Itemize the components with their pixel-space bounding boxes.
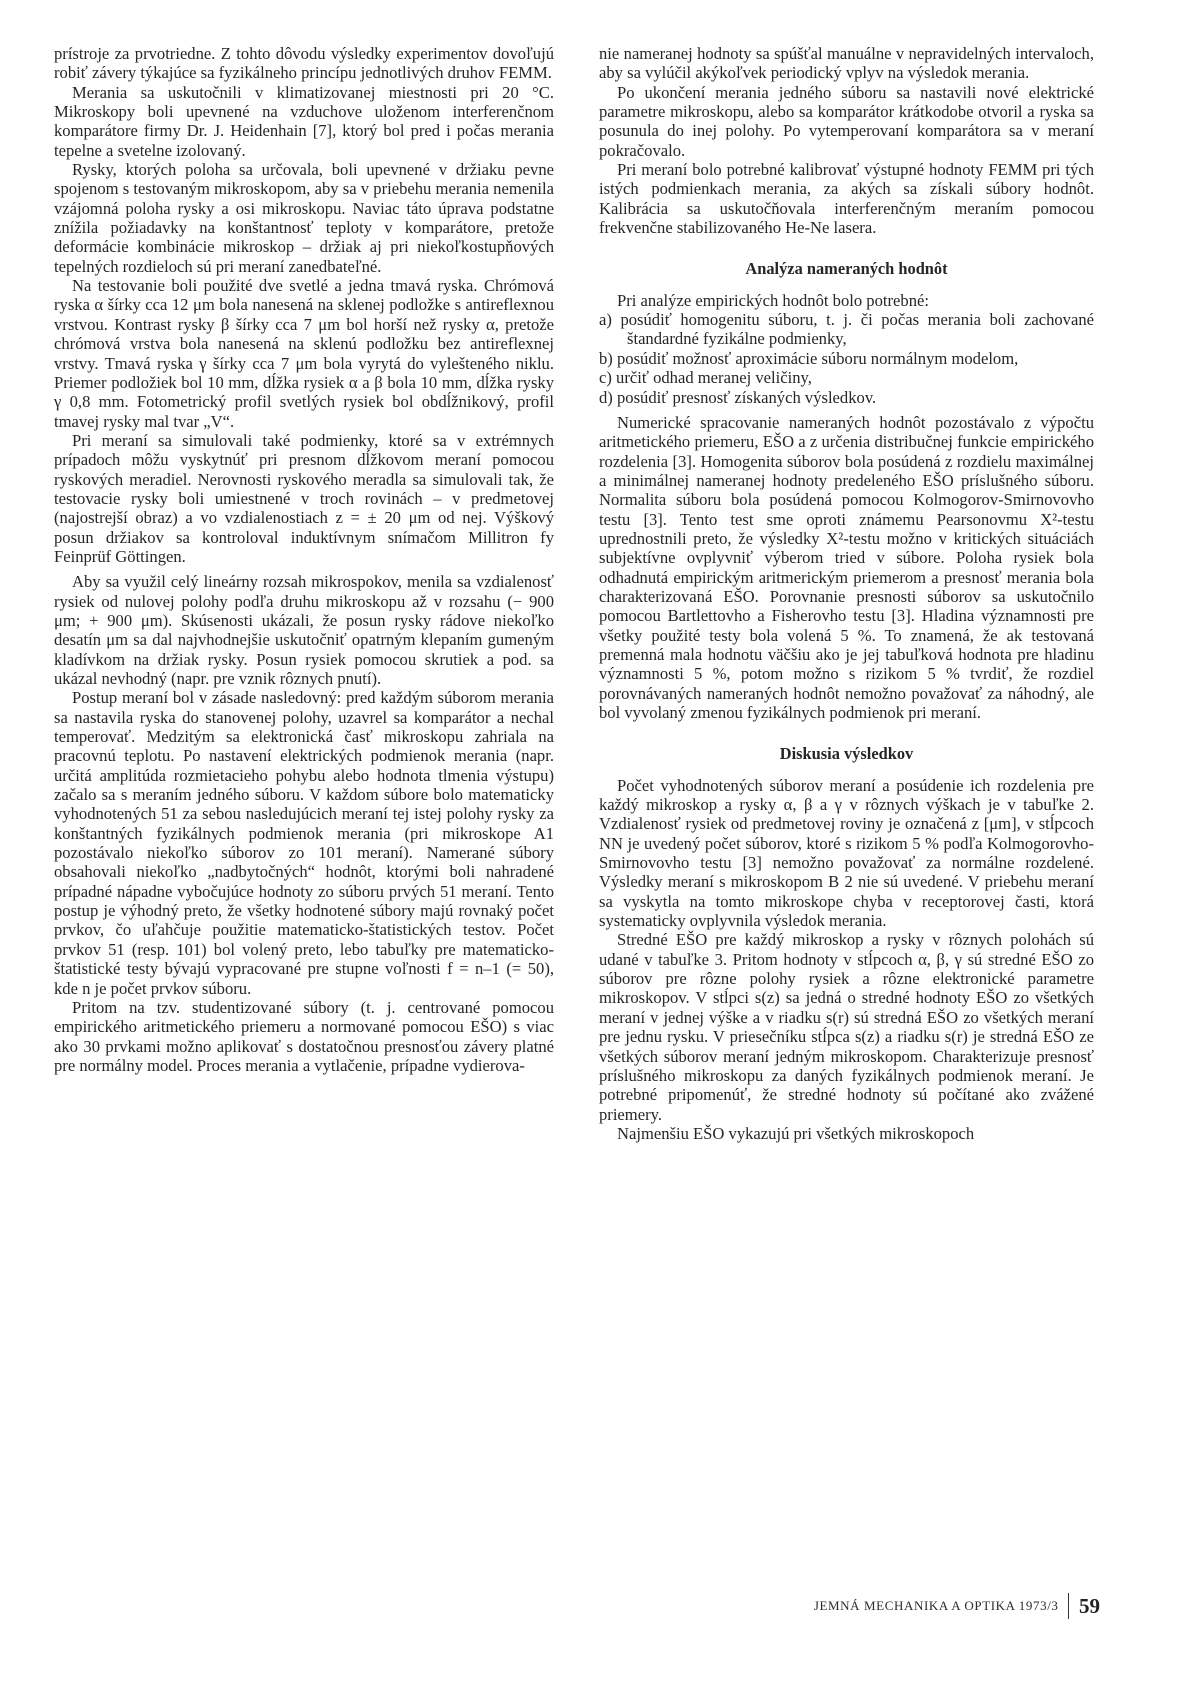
- paragraph: Merania sa uskutočnili v klimatizovanej miestnosti pri 20 °C. Mikroskopy boli upevnené na vzduchove uloženom interferenčnom komparátore firmy Dr. J. Heidenhain [7], ktorý bol pred i počas merania tepelne a svetelne izolovaný.: [54, 82, 554, 160]
- paragraph: Numerické spracovanie nameraných hodnôt pozostávalo z výpočtu aritmetického priemeru, EŠO a z určenia distribučnej funkcie empirického rozdelenia [3]. Homogenita súborov bola posúdená z rozdielu maximálnej a minimálnej nameranej hodnoty predeleného EŠO príslušného súboru. Normalita súboru bola posúdená pomocou Kolmogorov-Smirnovovho testu [3]. Tento test sme oproti známemu Pearsonovmu X²-testu uprednostnili preto, že výsledky X²-testu možno v kritických situáciách subjektívne ovplyvniť výberom tried v súbore. Poloha rysiek bola odhadnutá empirickým aritmerickým priemerom a presnosť merania bola charakterizovaná EŠO. Porovnanie presnosti súborov sa uskutočnilo pomocou Bartlettovho a Fisherovho testu [3]. Hladina významnosti pre všetky použité testy bola volená 5 %. To znamená, že ak testovaná premenná mala hodnotu väčšiu ako je jej tabuľková hodnota pre hladinu významnosti 5 %, potom možno s rizikom 5 % tvrdiť, že rozdiel porovnávaných nameraných hodnôt nemožno považovať za náhodný, ale bol vyvolaný zmenou fyzikálnych podmienok pri meraní.: [599, 412, 1094, 722]
- list-item: d) posúdiť presnosť získaných výsledkov.: [599, 387, 877, 407]
- paragraph: Po ukončení merania jedného súboru sa nastavili nové elektrické parametre mikroskopu, alebo sa komparátor krátkodobe otvoril a ryska sa posunula do inej polohy. Po vytemperovaní komparátora sa v meraní pokračovalo.: [599, 82, 1094, 160]
- paragraph: Stredné EŠO pre každý mikroskop a rysky v rôznych polohách sú udané v tabuľke 3. Pritom hodnoty v stĺpcoch α, β, γ sú stredné EŠO zo súborov pre rôzne polohy rysiek a rôzne elektronické parametre mikroskopov. V stĺpci s(z) sa jedná o stredné hodnoty EŠO zo všetkých meraní v jednej výške a v riadku s(r) sú stredná EŠO zo všetkých meraní pre jednu rysku. V priesečníku stĺpca s(z) a riadku s(r) je stredná EŠO ze všetkých súborov meraní jedným mikroskopom. Charakterizuje presnosť príslušného mikroskopu za daných fyzikálnych podmienok meraní. Je potrebné pripomenúť, že stredné hodnoty sú počítané ako zvážené priemery.: [599, 930, 1094, 1124]
- paragraph: Pri analýze empirických hodnôt bolo potrebné:: [617, 290, 929, 310]
- paragraph: Najmenšiu EŠO vykazujú pri všetkých mikroskopoch: [617, 1123, 975, 1143]
- paragraph: Pri meraní bolo potrebné kalibrovať výstupné hodnoty FEMM pri tých istých podmienkach merania, za akých sa získali súbory hodnôt. Kalibrácia sa uskutočňovala interferenčným meraním pomocou frekvenčne stabilizovaného He-Ne lasera.: [599, 160, 1094, 238]
- paragraph: Pri meraní sa simulovali také podmienky, ktoré sa v extrémnych prípadoch môžu vyskytnúť pri presnom dĺžkovom meraní pomocou ryskových meradiel. Nerovnosti ryskového meradla sa simulovali tak, že testovacie rysky boli umiestnené v troch rovinách – v predmetovej (najostrejší obraz) a vo vzdialenostiach z = ± 20 μm od nej. Výškový posun držiakov sa kontroloval induktívnym snímačom Millitron fy Feinprüf Göttingen.: [54, 430, 554, 566]
- paragraph: Postup meraní bol v zásade nasledovný: pred každým súborom merania sa nastavila ryska do stanovenej polohy, uzavrel sa komparátor a nechal temperovať. Medzitým sa elektronická časť mikroskopu zahriala na pracovnú teplotu. Po nastavení elektrických podmienok merania (napr. určitá amplitúda rozmietacieho pohybu alebo hodnota tlmenia výstupu) začalo sa s meraním jedného súboru. V každom súbore bolo matematicky vyhodnotených 51 za sebou nasledujúcich meraní tej istej polohy rysky za konštantných fyzikálnych podmienok merania (pri mikroskope A1 pozostávalo niekoľko súborov zo 101 meraní). Namerané súbory obsahovali niekoľko „nadbytočných“ hodnôt, ktorými boli nahradené prípadné nápadne vybočujúce hodnoty zo súboru prvých 51 meraní. Tento postup je výhodný preto, že všetky hodnotené súbory majú rovnaký počet prvkov, čo uľahčuje použitie matematicko-štatistických testov. Počet prvkov 51 (resp. 101) bol volený preto, lebo tabuľky pre matematicko-štatistické testy bývajú vypracované pre stupne voľnosti f = n–1 (= 50), kde n je počet prvkov súboru.: [54, 688, 554, 998]
- right-column: [599, 44, 1094, 1143]
- paragraph: prístroje za prvotriedne. Z tohto dôvodu výsledky experimentov dovoľujú robiť závery týkajúce sa fyzikálneho princípu jednotlivých druhov FEMM.: [54, 44, 554, 83]
- journal-title: JEMNÁ MECHANIKA A OPTIKA 1973/3: [813, 1598, 1059, 1613]
- paragraph: Počet vyhodnotených súborov meraní a posúdenie ich rozdelenia pre každý mikroskop a rysky α, β a γ v rôznych výškach je v tabuľke 2. Vzdialenosť rysiek od predmetovej roviny je označená z [μm], v stĺpcoch NN je uvedený počet súborov, ktoré s rizikom 5 % podľa Kolmogorovho-Smirnovovho testu [3] nemožno považovať za normálne rozdelené. Výsledky meraní s mikroskopom B 2 nie sú uvedené. V priebehu meraní sa vyskytla na tomto mikroskope chyba v receptorovej časti, ktorá systematicky ovplyvnila výsledok merania.: [599, 775, 1094, 931]
- list-item: b) posúdiť možnosť aproximácie súboru normálnym modelom,: [599, 348, 1019, 368]
- page-footer: [770, 1591, 1100, 1621]
- paragraph: Na testovanie boli použité dve svetlé a jedna tmavá ryska. Chrómová ryska α šírky cca 12 μm bola nanesená na sklenej podložke s antireflexnou vrstvou. Kontrast rysky β šírky cca 7 μm bol horší než rysky α, pretože chrómová vrstva bola nanesená na sklenú podložku bez antireflexnej vrstvy. Tmavá ryska γ šírky cca 7 μm bola vyrytá do vylešteného niklu. Priemer podložiek bol 10 mm, dĺžka rysiek α a β bola 10 mm, dĺžka rysky γ 0,8 mm. Fotometrický profil svetlých rysiek bol obdĺžnikový, profil tmavej rysky mal tvar „V“.: [54, 276, 554, 431]
- list-item: a) posúdiť homogenitu súboru, t. j. či počas merania boli zachované štandardné fyzikálne podmienky,: [599, 310, 1094, 349]
- page-number: 59: [1079, 1593, 1100, 1618]
- section-heading-discussion: Diskusia výsledkov: [779, 744, 914, 764]
- paragraph: Rysky, ktorých poloha sa určovala, boli upevnené v držiaku pevne spojenom s testovaným mikroskopom, aby sa v priebehu merania nemenila vzájomná poloha rysky a osi mikroskopu. Naviac táto úprava podstatne znížila požiadavky na konštantnosť teploty v komparátore, pretože deformácie kombinácie mikroskop – držiak aj pri niekoľkostupňových tepelných rozdieloch sú pri meraní zanedbateľné.: [54, 160, 554, 276]
- paragraph: Aby sa využil celý lineárny rozsah mikrospokov, menila sa vzdialenosť rysiek od nulovej polohy podľa druhu mikroskopu až v rozsahu (− 900 μm; + 900 μm). Skúsenosti ukázali, že posun rysky rádove niekoľko desatín μm sa dal najvhodnejšie uskutočniť opatrným klepaním gumeným kladívkom na držiak rysky. Posun rysiek pomocou skrutiek a pod. sa ukázal nevhodný (napr. pre vznik rôznych pnutí).: [54, 572, 554, 688]
- requirements-list: [599, 310, 1094, 407]
- paragraph: nie nameranej hodnoty sa spúšťal manuálne v nepravidelných intervaloch, aby sa vylúčil akýkoľvek periodický vplyv na výsledok merania.: [599, 44, 1094, 83]
- section-heading-analysis: Analýza nameraných hodnôt: [745, 259, 948, 279]
- paragraph: Pritom na tzv. studentizované súbory (t. j. centrované pomocou empirického aritmetického priemeru a normované pomocou EŠO) s viac ako 30 prvkami možno aplikovať s dostatočnou presnosťou závery platné pre normálny model. Proces merania a vytlačenie, prípadne vydierova-: [54, 997, 554, 1075]
- left-column: [54, 44, 554, 1075]
- list-item: c) určiť odhad meranej veličiny,: [599, 368, 812, 388]
- footer-divider: [1068, 1593, 1070, 1619]
